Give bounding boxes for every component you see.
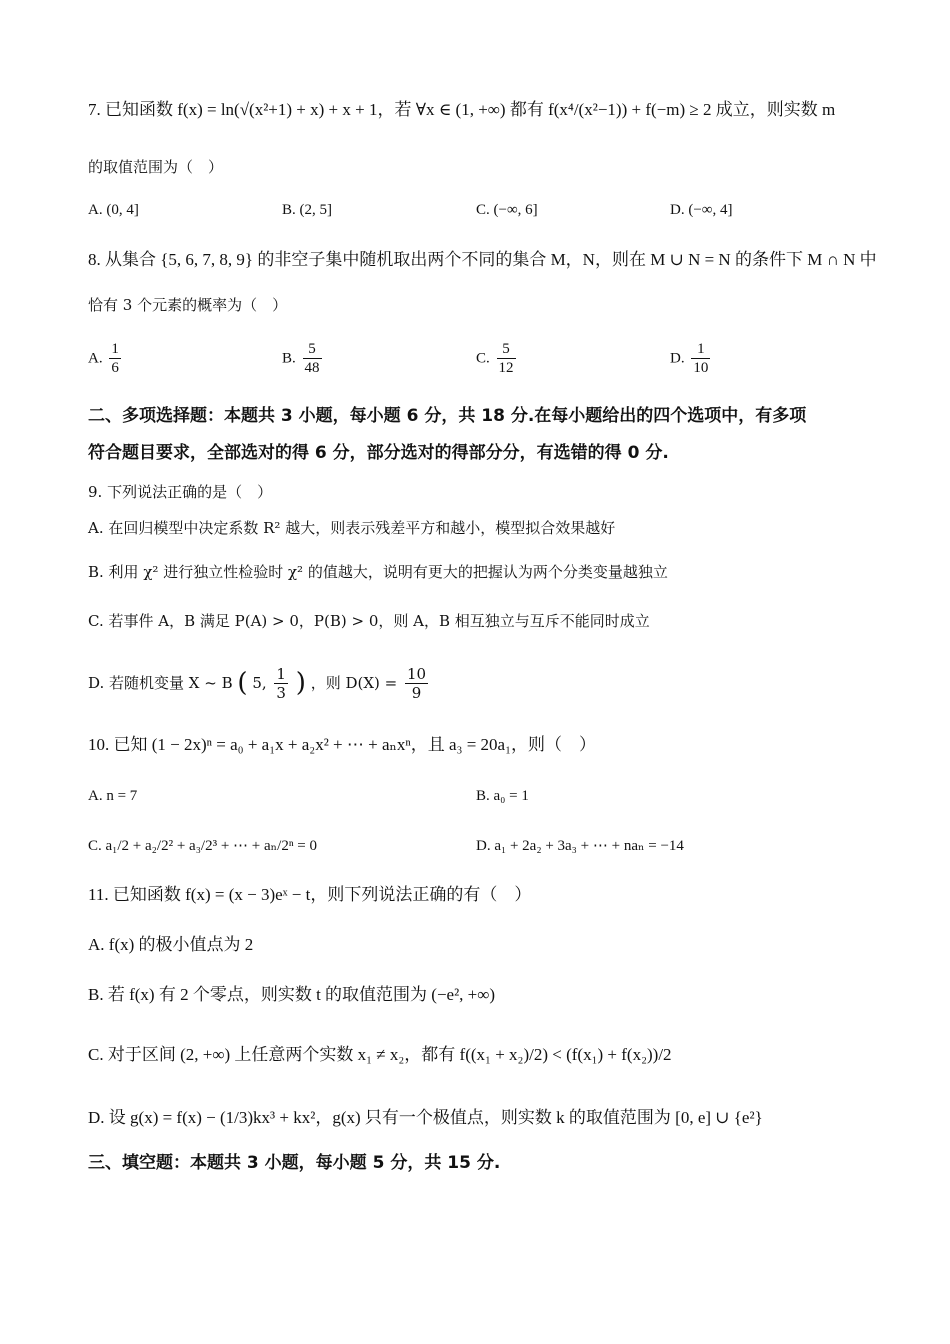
q9-option-d-open-paren: (: [237, 668, 248, 698]
q9-option-d-answer-fraction: [405, 665, 428, 702]
q8-option-c: [476, 340, 519, 377]
section2-heading-line2: 符合题目要求，全部选对的得 6 分，部分选对的得部分分，有选错的得 0 分.: [88, 443, 669, 463]
q8-option-c-denominator: 12: [498, 360, 514, 376]
q11-option-c: C. 对于区间 (2, +∞) 上任意两个实数 x₁ ≠ x₂，都有 f((x₁ + x₂)/2) < (f(x₁) + f(x₂))/2: [88, 1045, 672, 1064]
q9-option-d-prefix: D. 若随机变量 X ~ B: [88, 674, 233, 692]
q9-option-b: B. 利用 χ² 进行独立性检验时 χ² 的值越大，说明有更大的把握认为两个分类变量越独立: [88, 563, 668, 581]
q8-option-c-label: C.: [476, 350, 490, 367]
q8-option-b-label: B.: [282, 350, 296, 367]
q9-option-d: [88, 662, 431, 703]
q8-option-c-numerator: 5: [502, 341, 510, 357]
q8-option-d-numerator: 1: [697, 341, 705, 357]
section2-heading-line1: 二、多项选择题：本题共 3 小题，每小题 6 分，共 18 分.在每小题给出的四个选项中，有多项: [88, 406, 807, 426]
q8-option-d-label: D.: [670, 350, 685, 367]
q8-option-a-fraction: [109, 340, 121, 377]
q8-option-d: [670, 340, 713, 377]
q9-option-d-close-paren: ): [295, 668, 306, 698]
q9-option-d-params: 5,: [252, 674, 272, 692]
q9-option-d-param-numerator: 1: [276, 664, 286, 683]
q8-stem-line1: 8. 从集合 {5, 6, 7, 8, 9} 的非空子集中随机取出两个不同的集合 M，N，则在 M ∪ N = N 的条件下 M ∩ N 中: [88, 250, 877, 269]
q8-stem-line2: 恰有 3 个元素的概率为（ ）: [88, 296, 288, 314]
q9-option-d-answer-numerator: 10: [406, 664, 427, 683]
q8-option-b: [282, 340, 325, 377]
q11-option-a: A. f(x) 的极小值点为 2: [88, 935, 254, 954]
q8-option-a-numerator: 1: [111, 341, 119, 357]
q7-stem-line1: 7. 已知函数 f(x) = ln(√(x²+1) + x) + x + 1，若 ∀x ∈ (1, +∞) 都有 f(x⁴/(x²−1)) + f(−m) ≥ 2 成立，则实数 m: [88, 100, 836, 119]
q10-option-c: C. a₁/2 + a₂/2² + a₃/2³ + ⋯ + aₙ/2ⁿ = 0: [88, 838, 317, 854]
q7-option-d: D. (−∞, 4]: [670, 202, 733, 218]
q9-option-d-param-denominator: 3: [276, 683, 286, 702]
q11-option-d: D. 设 g(x) = f(x) − (1/3)kx³ + kx²，g(x) 只有一个极值点，则实数 k 的取值范围为 [0, e] ∪ {e²}: [88, 1108, 763, 1127]
q7-option-c: C. (−∞, 6]: [476, 202, 538, 218]
q7-option-b: B. (2, 5]: [282, 202, 332, 218]
q9-option-c: C. 若事件 A，B 满足 P(A) > 0，P(B) > 0，则 A，B 相互独立与互斥不能同时成立: [88, 612, 650, 630]
q8-option-b-denominator: 48: [304, 360, 320, 376]
q10-stem: 10. 已知 (1 − 2x)ⁿ = a₀ + a₁x + a₂x² + ⋯ + aₙxⁿ，且 a₃ = 20a₁，则（ ）: [88, 735, 596, 754]
q9-option-d-param-fraction: [274, 665, 288, 702]
q9-stem: 9. 下列说法正确的是（ ）: [88, 483, 273, 501]
q8-option-b-fraction: [303, 340, 322, 377]
q9-option-d-then: ，则 D(X) =: [310, 674, 398, 692]
q8-option-a-label: A.: [88, 350, 103, 367]
q7-option-a: A. (0, 4]: [88, 202, 139, 218]
q8-option-c-fraction: [497, 340, 516, 377]
q7-stem-line2: 的取值范围为（ ）: [88, 158, 224, 176]
q8-option-d-fraction: [691, 340, 710, 377]
section3-heading: 三、填空题：本题共 3 小题，每小题 5 分，共 15 分.: [88, 1153, 501, 1173]
q8-option-a-denominator: 6: [111, 360, 119, 376]
q8-option-a: [88, 340, 124, 377]
q10-option-a: A. n = 7: [88, 788, 138, 804]
q11-stem: 11. 已知函数 f(x) = (x − 3)eˣ − t，则下列说法正确的有（ ）: [88, 885, 532, 904]
q8-option-b-numerator: 5: [308, 341, 316, 357]
q11-option-b: B. 若 f(x) 有 2 个零点，则实数 t 的取值范围为 (−e², +∞): [88, 985, 496, 1004]
q8-option-d-denominator: 10: [693, 360, 709, 376]
q9-option-d-answer-denominator: 9: [405, 683, 428, 702]
q10-option-d: D. a₁ + 2a₂ + 3a₃ + ⋯ + naₙ = −14: [476, 838, 684, 854]
q10-option-b: B. a₀ = 1: [476, 788, 529, 804]
q9-option-a: A. 在回归模型中决定系数 R² 越大，则表示残差平方和越小，模型拟合效果越好: [88, 519, 616, 537]
